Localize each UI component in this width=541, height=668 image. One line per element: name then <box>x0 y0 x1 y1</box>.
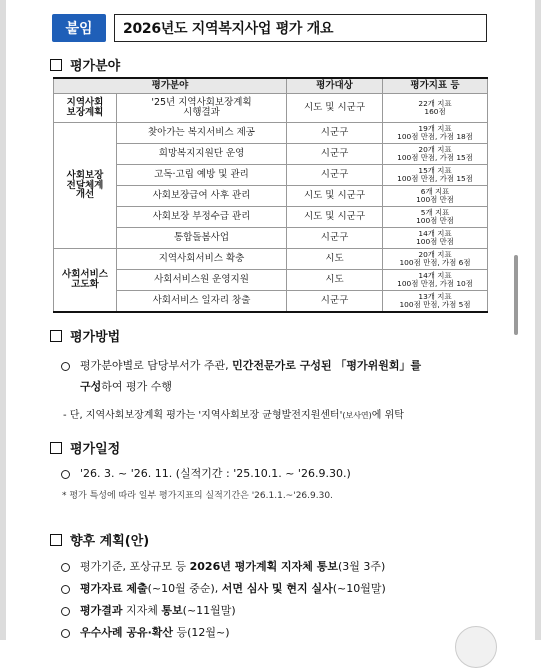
table-row <box>54 249 488 270</box>
method-line-2: 구성하여 평가 수행 <box>80 380 173 393</box>
indicator-cell: 20개 지표 100점 만점, 가점 6점 <box>383 249 488 270</box>
target-cell: 시도 <box>287 270 383 291</box>
table-row <box>54 123 488 144</box>
table-row <box>54 186 488 207</box>
circle-bullet-icon <box>61 470 70 479</box>
target-cell: 시도 및 시군구 <box>287 94 383 123</box>
indicator-cell: 14개 지표 100점 만점, 가점 10점 <box>383 270 488 291</box>
section-title: 평가일정 <box>70 442 121 457</box>
circle-bullet-icon <box>61 607 70 616</box>
indicator-cell: 22개 지표 160점 <box>383 94 488 123</box>
schedule-line: '26. 3. ~ '26. 11. (실적기간 : '25.10.1. ~ '26.9.30.) <box>61 465 351 481</box>
header-indicator: 평가지표 등 <box>383 78 488 94</box>
plan-item-3: 평가결과 지자체 통보(~11월말) <box>61 602 236 618</box>
indicator-cell: 5개 지표 100점 만점 <box>383 207 488 228</box>
area-cell: 사회서비스원 운영지원 <box>117 270 287 291</box>
target-cell: 시군구 <box>287 144 383 165</box>
attachment-badge: 붙임 <box>52 14 106 42</box>
indicator-cell: 15개 지표 100점 만점, 가점 15점 <box>383 165 488 186</box>
header-target: 평가대상 <box>287 78 383 94</box>
schedule-note: * 평가 특성에 따라 일부 평가지표의 실적기간은 '26.1.1.~'26.9.30. <box>62 491 333 501</box>
section-title: 향후 계획(안) <box>70 534 150 549</box>
table-row <box>54 94 488 123</box>
table-row <box>54 228 488 249</box>
indicator-cell: 13개 지표 100점 만점, 가점 5점 <box>383 291 488 313</box>
section-heading-schedule <box>50 438 120 457</box>
section-title: 평가방법 <box>70 330 121 345</box>
area-cell: 사회보장급여 사후 관리 <box>117 186 287 207</box>
method-note: - 단, 지역사회보장계획 평가는 '지역사회보장 균형발전지원센터'(보사연)에 위탁 <box>63 410 404 421</box>
evaluation-table <box>53 77 488 313</box>
left-edge <box>0 0 6 640</box>
plan-item-4: 우수사례 공유·확산 등(12월~) <box>61 624 230 640</box>
square-bullet-icon <box>50 534 62 546</box>
square-bullet-icon <box>50 330 62 342</box>
section-heading-method <box>50 326 120 345</box>
area-cell: '25년 지역사회보장계획 시행결과 <box>117 94 287 123</box>
circle-bullet-icon <box>61 362 70 371</box>
table-row <box>54 291 488 313</box>
table-row <box>54 207 488 228</box>
table-header-row <box>54 78 488 94</box>
indicator-cell: 19개 지표 100점 만점, 가점 18점 <box>383 123 488 144</box>
target-cell: 시군구 <box>287 228 383 249</box>
area-cell: 사회보장 부정수급 관리 <box>117 207 287 228</box>
section-title: 평가분야 <box>70 59 121 74</box>
target-cell: 시군구 <box>287 291 383 313</box>
table-row <box>54 165 488 186</box>
circle-bullet-icon <box>61 563 70 572</box>
circle-bullet-icon <box>61 585 70 594</box>
target-cell: 시도 <box>287 249 383 270</box>
area-cell: 고독·고립 예방 및 관리 <box>117 165 287 186</box>
table-row <box>54 270 488 291</box>
plan-item-2: 평가자료 제출(~10월 중순), 서면 심사 및 현지 실사(~10월말) <box>61 580 386 596</box>
target-cell: 시군구 <box>287 165 383 186</box>
circle-bullet-icon <box>61 629 70 638</box>
scrollbar[interactable] <box>514 255 518 335</box>
area-cell: 사회서비스 일자리 창출 <box>117 291 287 313</box>
area-cell: 통합돌봄사업 <box>117 228 287 249</box>
target-cell: 시도 및 시군구 <box>287 207 383 228</box>
area-cell: 지역사회서비스 확충 <box>117 249 287 270</box>
section-heading-areas <box>50 55 120 74</box>
plan-item-1: 평가기준, 포상규모 등 2026년 평가계획 지자체 통보(3월 3주) <box>61 558 385 574</box>
indicator-cell: 6개 지표 100점 만점 <box>383 186 488 207</box>
document-header <box>52 14 487 42</box>
square-bullet-icon <box>50 442 62 454</box>
table-row <box>54 144 488 165</box>
category-cell: 사회보장 전달체계 개선 <box>54 123 117 249</box>
category-cell: 사회서비스 고도화 <box>54 249 117 313</box>
section-heading-plan <box>50 530 149 549</box>
scroll-to-top-button[interactable] <box>455 626 497 668</box>
area-cell: 희망복지지원단 운영 <box>117 144 287 165</box>
header-area: 평가분야 <box>54 78 287 94</box>
indicator-cell: 20개 지표 100점 만점, 가점 15점 <box>383 144 488 165</box>
method-line-1: 평가분야별로 담당부서가 주관, 민간전문가로 구성된 「평가위원회」를 <box>61 357 421 373</box>
document-title: 2026년도 지역복지사업 평가 개요 <box>114 14 487 42</box>
target-cell: 시군구 <box>287 123 383 144</box>
indicator-cell: 14개 지표 100점 만점 <box>383 228 488 249</box>
right-edge <box>535 0 541 640</box>
target-cell: 시도 및 시군구 <box>287 186 383 207</box>
square-bullet-icon <box>50 59 62 71</box>
category-cell: 지역사회 보장계획 <box>54 94 117 123</box>
area-cell: 찾아가는 복지서비스 제공 <box>117 123 287 144</box>
